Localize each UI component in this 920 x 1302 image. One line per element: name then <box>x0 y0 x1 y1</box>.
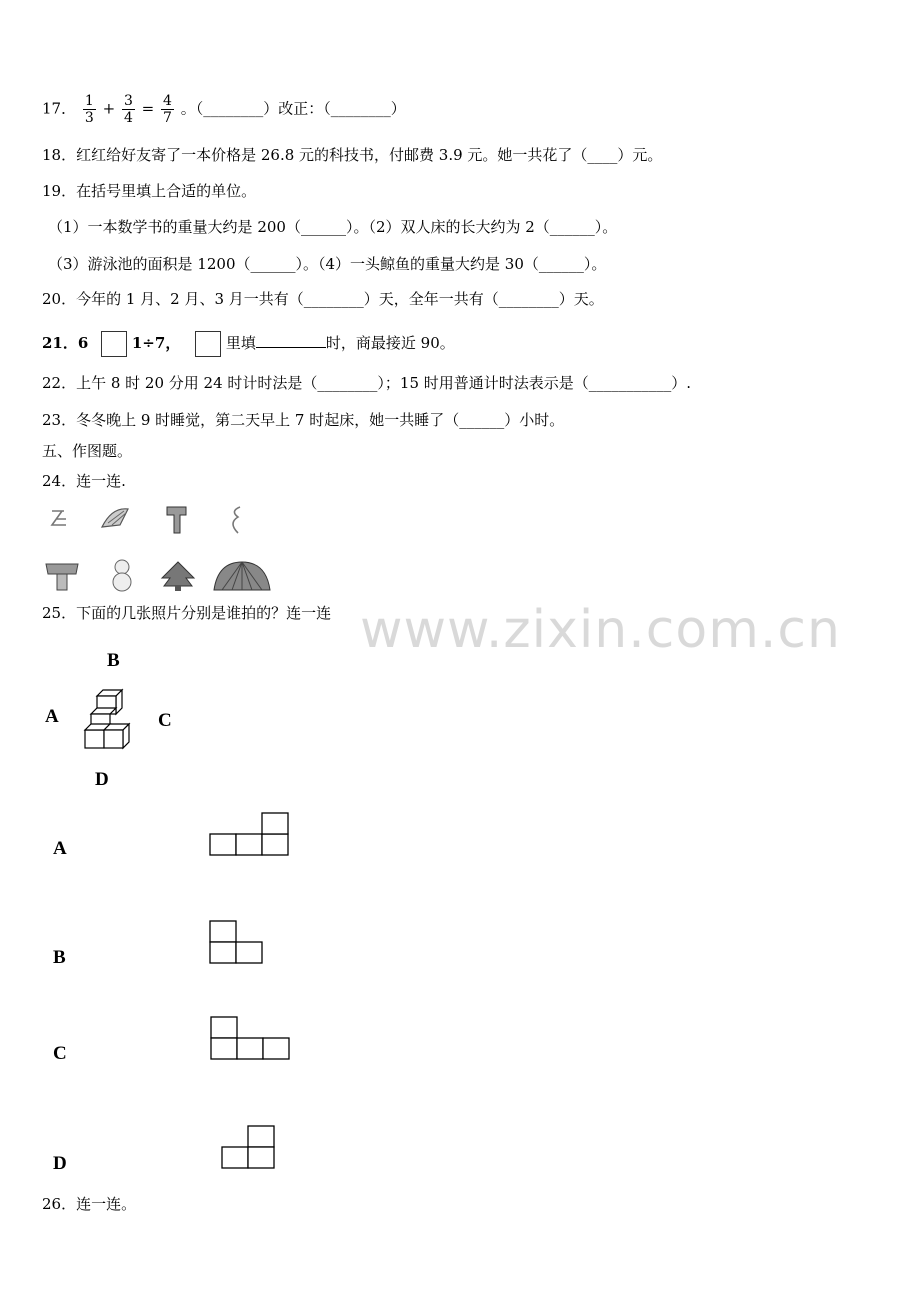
numerator: 4 <box>163 93 172 109</box>
view-label: C <box>53 1043 67 1064</box>
question-19-part-2: （3）游泳池的面积是 1200（______）。（4）一头鲸鱼的重量大约是 30（______）。 <box>48 255 607 273</box>
view-label: D <box>53 1153 67 1174</box>
viewpoint-label-d: D <box>95 769 109 790</box>
viewpoint-label-c: C <box>158 710 172 731</box>
umbrella-picture[interactable] <box>212 560 272 592</box>
view-shape-c[interactable] <box>210 1017 290 1060</box>
question-24: 24．连一连. <box>42 472 126 490</box>
denominator: 7 <box>163 110 172 126</box>
watermark: www.zixin.com.cn <box>360 600 841 660</box>
view-shape-a[interactable] <box>209 813 289 856</box>
mushroom-picture[interactable] <box>44 560 80 592</box>
question-25: 25．下面的几张照片分别是谁拍的？连一连 <box>42 604 332 622</box>
question-text: 。（________）改正：（________） <box>180 99 406 118</box>
question-20: 20．今年的 1 月、2 月、3 月一共有（________）天，全年一共有（________）天。 <box>42 290 604 308</box>
question-text: 里填 <box>225 334 256 352</box>
question-number: 21．6 <box>42 334 89 352</box>
question-23: 23．冬冬晚上 9 时睡觉，第二天早上 7 时起床，她一共睡了（______）小时。 <box>42 411 565 429</box>
denominator: 3 <box>84 110 94 126</box>
view-label: B <box>53 947 66 968</box>
tree-picture[interactable] <box>160 560 196 592</box>
denominator: 4 <box>123 110 133 126</box>
partial-umbrella-picture[interactable] <box>98 503 134 533</box>
fraction <box>161 93 174 126</box>
question-17 <box>42 93 406 126</box>
question-26: 26．连一连。 <box>42 1195 137 1213</box>
view-shape-d[interactable] <box>222 1126 276 1169</box>
viewpoint-label-b: B <box>107 650 120 671</box>
fraction <box>122 93 135 126</box>
question-19-part-1: （1）一本数学书的重量大约是 200（______）。（2）双人床的长大约为 2（______）。 <box>48 218 618 236</box>
fraction <box>83 93 96 126</box>
answer-box[interactable] <box>195 331 221 357</box>
numerator: 3 <box>123 93 133 109</box>
question-number: 17． <box>42 99 77 118</box>
equals-sign: = <box>141 99 155 118</box>
partial-tree-picture[interactable] <box>164 503 190 535</box>
answer-blank[interactable] <box>256 333 326 348</box>
cube-arrangement <box>84 690 138 750</box>
question-18: 18．红红给好友寄了一本价格是 26.8 元的科技书，付邮费 3.9 元。她一共花了（____）元。 <box>42 146 663 164</box>
view-shape-b[interactable] <box>209 920 263 964</box>
plus-sign: + <box>102 99 116 118</box>
viewpoint-label-a: A <box>45 706 59 727</box>
view-label: A <box>53 838 67 859</box>
question-19: 19．在括号里填上合适的单位。 <box>42 182 257 200</box>
question-22: 22．上午 8 时 20 分用 24 时计时法是（________）；15 时用普通计时法表示是（___________）. <box>42 374 692 392</box>
numerator: 1 <box>84 93 94 109</box>
question-text: 时，商最接近 90。 <box>325 334 455 352</box>
section-heading: 五、作图题。 <box>42 442 133 460</box>
partial-snowman-picture[interactable] <box>226 503 246 537</box>
snowman-picture[interactable] <box>108 558 136 592</box>
question-21 <box>42 331 455 357</box>
partial-mushroom-picture[interactable] <box>44 505 74 535</box>
answer-box[interactable] <box>101 331 127 357</box>
question-text: 1÷7， <box>131 334 181 352</box>
